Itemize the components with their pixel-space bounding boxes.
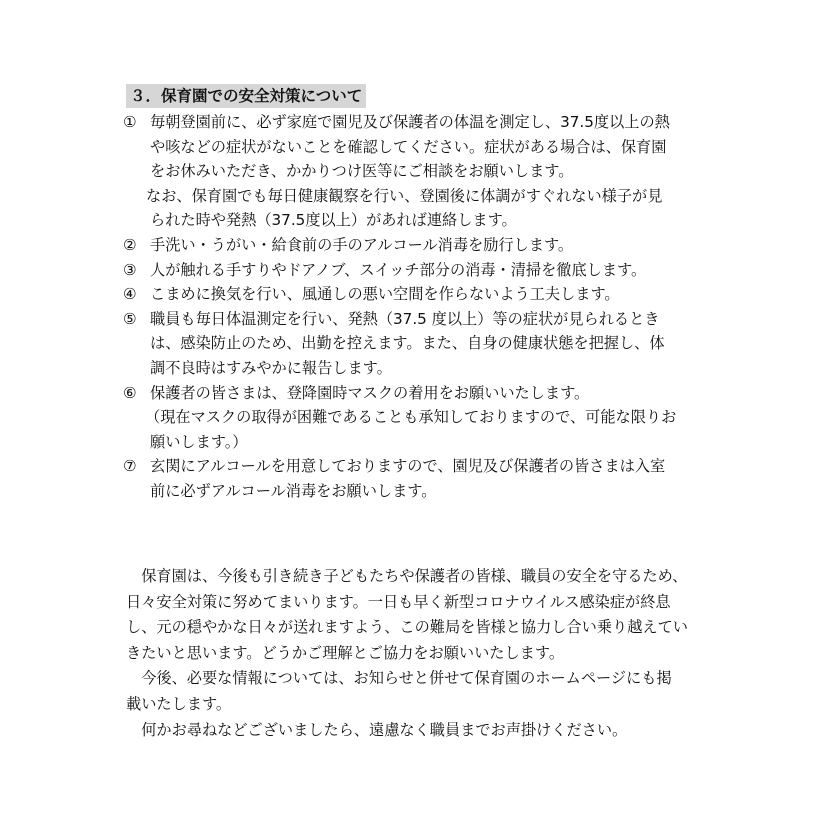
closing-paragraphs: [126, 564, 726, 743]
item-text: 玄関にアルコールを用意しておりますので、園児及び保護者の皆さまは入室: [150, 457, 666, 476]
item-marker: ③: [123, 260, 137, 279]
item-text: は、感染防止のため、出勤を控えます。また、自身の健康状態を把握し、体: [150, 334, 665, 353]
item-text: 願いします。）: [150, 432, 248, 451]
list-item-line: [123, 282, 723, 307]
item-text: 毎朝登園前に、必ず家庭で園児及び保護者の体温を測定し、37.5度以上の熱: [150, 113, 670, 131]
item-note-text: られた時や発熱（37.5度以上）があれば連絡します。: [150, 211, 517, 230]
closing-line: 載いたします。: [126, 694, 232, 713]
item-note-text: なお、保育園でも毎日健康観察を行い、登園後に体調がすぐれない様子が見: [146, 186, 663, 205]
item-text: 手洗い・うがい・給食前の手のアルコール消毒を励行します。: [150, 235, 574, 254]
list-item-line: [123, 258, 723, 283]
list-item-line: [123, 356, 723, 381]
list-item-line: [123, 479, 723, 504]
item-text: 職員も毎日体温測定を行い、発熱（37.5 度以上）等の症状が見られるとき: [150, 309, 660, 328]
item-text: 調不良時はすみやかに報告します。: [150, 358, 392, 377]
list-item-line: [123, 233, 723, 258]
item-text: や咳などの症状がないことを確認してください。症状がある場合は、保育園: [150, 137, 667, 156]
item-marker: ⑤: [123, 309, 137, 328]
item-marker: ⑥: [123, 383, 137, 402]
closing-line: 今後、必要な情報については、お知らせと併せて保育園のホームページにも掲: [126, 669, 672, 688]
item-text: （現在マスクの取得が困難であることも承知しておりますので、可能な限りお: [145, 408, 677, 427]
item-text: 人が触れる手すりやドアノブ、スイッチ部分の消毒・清掃を徹底します。: [150, 260, 647, 279]
closing-line: 日々安全対策に努めてまいります。一日も早く新型コロナウイルス感染症が終息: [126, 592, 671, 611]
list-item-line: [123, 331, 723, 356]
item-marker: ⑦: [123, 457, 137, 476]
section-heading: ３．保育園での安全対策について: [126, 84, 366, 108]
item-marker: ④: [123, 285, 137, 304]
closing-line: きたいと思います。どうかご理解とご協力をお願いいたします。: [126, 643, 565, 662]
item-text: 保護者の皆さまは、登降園時マスクの着用をお願いいたします。: [150, 383, 590, 402]
item-marker: ②: [123, 235, 137, 254]
closing-line: 何かお尋ねなどございましたら、遠慮なく職員までお声掛けください。: [126, 720, 628, 739]
list-item-line: [123, 430, 723, 455]
closing-line: し、元の穏やかな日々が送れますよう、この難局を皆様と協力し合い乗り越えてい: [126, 618, 688, 637]
safety-measures-list: [123, 110, 723, 504]
list-item-line: [123, 159, 723, 184]
list-item-line: [123, 307, 723, 332]
list-item-line: [123, 135, 723, 160]
closing-line: 保育園は、今後も引き続き子どもたちや保護者の皆様、職員の安全を守るため、: [126, 567, 688, 585]
list-item-line: [123, 110, 723, 135]
item-text: 前に必ずアルコール消毒をお願いします。: [150, 481, 437, 500]
list-item-line: [123, 381, 723, 406]
list-item-note-line: [123, 184, 723, 209]
list-item-line: [123, 405, 723, 430]
item-text: こまめに換気を行い、風通しの悪い空間を作らないよう工夫します。: [150, 285, 620, 304]
item-text: をお休みいただき、かかりつけ医等にご相談をお願いします。: [150, 162, 574, 181]
list-item-line: [123, 454, 723, 479]
item-marker: ①: [123, 113, 137, 131]
list-item-note-line: [123, 208, 723, 233]
